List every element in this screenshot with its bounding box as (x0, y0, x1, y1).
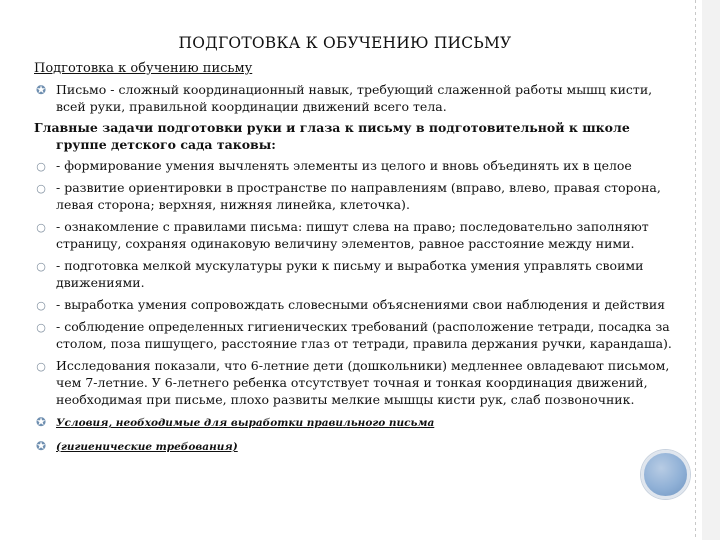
slide-dotted-line (695, 0, 696, 540)
task-item (34, 318, 674, 352)
task-item (34, 157, 674, 174)
circle-bullet-icon: ○ (36, 259, 46, 273)
research-item (34, 357, 674, 408)
task-item (34, 257, 674, 291)
link-item (34, 437, 674, 456)
decorative-circle (641, 450, 690, 499)
tasks-heading-line1: Главные задачи подготовки руки и глаза к письму в подготовительной к школе (34, 120, 630, 135)
circle-bullet-icon: ○ (36, 181, 46, 195)
filled-bullet-icon: ✪ (35, 439, 47, 453)
circle-bullet-icon: ○ (36, 220, 46, 234)
filled-bullet-icon: ✪ (35, 415, 47, 429)
slide-right-border (702, 0, 720, 540)
task-text: - формирование умения вычленять элементы из целого и вновь объединять их в целое (56, 158, 632, 173)
task-text: - ознакомление с правилами письма: пишут слева на право; последовательно заполняют страницу, сохраняя одинаковую величину элементов, равное расстояние между ними. (56, 219, 649, 251)
circle-bullet-icon: ○ (36, 159, 46, 173)
task-item (34, 179, 674, 213)
task-item (34, 296, 674, 313)
circle-bullet-icon: ○ (36, 298, 46, 312)
task-text: - выработка умения сопровождать словесными объяснениями свои наблюдения и действия (56, 297, 666, 312)
subtitle: Подготовка к обучению письму (34, 61, 253, 76)
tasks-heading (34, 119, 674, 153)
intro-text: Письмо - сложный координационный навык, требующий слаженной работы мышц кисти, всей руки, правильной координации движений всего тела. (56, 82, 653, 114)
page-title: ПОДГОТОВКА К ОБУЧЕНИЮ ПИСЬМУ (178, 34, 512, 52)
content (34, 60, 674, 461)
link-item (34, 413, 674, 432)
task-item (34, 218, 674, 252)
tasks-heading-line2: группе детского сада таковы: (56, 137, 276, 152)
filled-bullet-icon: ✪ (35, 83, 47, 97)
task-text: - соблюдение определенных гигиенических требований (расположение тетради, посадка за столом, поза пишущего, расстояние глаз от тетради, правила держания ручки, карандаша). (56, 319, 672, 351)
circle-bullet-icon: ○ (36, 359, 46, 373)
research-text: Исследования показали, что 6-летние дети (дошкольники) медленнее овладевают письмом, чем 7-летние. У 6-летнего ребенка отсутствует точная и тонкая координация движений, необходимая при письме, плохо развиты мелкие мышцы кисти рук, слаб позвоночник. (56, 358, 670, 407)
circle-bullet-icon: ○ (36, 320, 46, 334)
conditions-link[interactable]: Условия, необходимые для выработки правильного письма (56, 417, 435, 429)
hygiene-link[interactable]: (гигиенические требования) (56, 441, 238, 453)
task-text: - подготовка мелкой мускулатуры руки к письму и выработка умения управлять своими движениями. (56, 258, 644, 290)
task-text: - развитие ориентировки в пространстве по направлениям (вправо, влево, правая сторона, левая сторона; верхняя, нижняя линейка, клеточка). (56, 180, 661, 212)
intro-item (34, 81, 674, 115)
